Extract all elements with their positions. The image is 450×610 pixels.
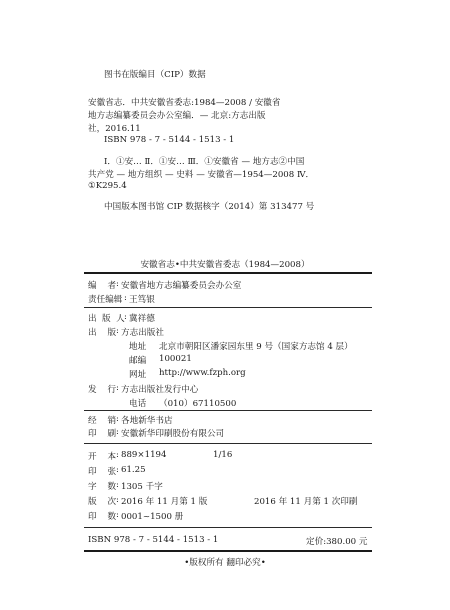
footer-rule bbox=[84, 550, 372, 552]
divider bbox=[84, 410, 372, 411]
printer-label: 印 刷 bbox=[88, 429, 117, 439]
word-count-value: 1305 千字 bbox=[121, 482, 163, 492]
cip-entry-line: 社，2016.11 bbox=[88, 124, 141, 134]
format-label: 开 本 bbox=[88, 452, 117, 462]
edition-value: 2016 年 11 月第 1 版 bbox=[121, 497, 208, 507]
book-title: 安徽省志•中共安徽省委志（1984—2008） bbox=[140, 260, 310, 270]
sheets-label: 印 张 bbox=[88, 467, 117, 477]
publisher-person-label: 出 版 人 bbox=[88, 314, 125, 324]
format-fraction: 1/16 bbox=[213, 450, 233, 460]
sales-value: 各地新华书店 bbox=[121, 416, 173, 426]
title-rule bbox=[84, 272, 372, 274]
printer-value: 安徽新华印刷股份有限公司 bbox=[121, 429, 225, 439]
publisher-label: 出 版 bbox=[88, 328, 117, 338]
cip-subject-line: 共产党 — 地方组织 — 史料 — 安徽省—1954—2008 Ⅳ． bbox=[88, 170, 315, 180]
sales-label: 经 销 bbox=[88, 416, 117, 426]
sheets-value: 61.25 bbox=[121, 465, 146, 475]
word-count-label: 字 数 bbox=[88, 482, 117, 492]
cip-isbn-line: ISBN 978 - 7 - 5144 - 1513 - 1 bbox=[104, 135, 235, 145]
distribution-label: 发 行 bbox=[88, 385, 117, 395]
cip-entry-line: 地方志编纂委员会办公室编．— 北京:方志出版 bbox=[88, 111, 266, 121]
cip-core-number: 中国版本图书馆 CIP 数据核字（2014）第 313477 号 bbox=[104, 202, 315, 212]
phone-label: 电话 bbox=[129, 399, 147, 409]
print-run-label: 印 数 bbox=[88, 512, 117, 522]
colon: : bbox=[116, 495, 119, 505]
colon: : bbox=[124, 312, 127, 322]
distribution-value: 方志出版社发行中心 bbox=[121, 385, 199, 395]
publisher-value: 方志出版社 bbox=[121, 328, 164, 338]
colon: : bbox=[116, 427, 119, 437]
footer-isbn: ISBN 978 - 7 - 5144 - 1513 - 1 bbox=[88, 535, 219, 545]
cip-heading: 图书在版编目（CIP）数据 bbox=[104, 70, 206, 80]
divider bbox=[84, 307, 372, 308]
cip-subject-line: Ⅰ．①安… Ⅱ．①安… Ⅲ．①安徽省 — 地方志②中国 bbox=[104, 157, 305, 167]
website-value: http://www.fzph.org bbox=[159, 368, 246, 378]
print-run-value: 0001~1500 册 bbox=[121, 512, 184, 522]
copyright-notice: •版权所有 翻印必究• bbox=[184, 558, 266, 568]
cip-subject-line: ①K295.4 bbox=[88, 181, 127, 191]
colon: : bbox=[116, 450, 119, 460]
divider bbox=[84, 443, 372, 444]
responsible-editor-value: 王笃银 bbox=[129, 295, 155, 305]
phone-value: （010）67110500 bbox=[159, 399, 237, 409]
website-label: 网址 bbox=[129, 370, 147, 380]
format-value: 889×1194 bbox=[121, 450, 167, 460]
responsible-editor-label: 责任编辑 bbox=[88, 295, 123, 305]
cip-entry-line: 安徽省志．中共安徽省委志:1984—2008 / 安徽省 bbox=[88, 98, 281, 108]
colon: : bbox=[116, 465, 119, 475]
colon: : bbox=[116, 414, 119, 424]
divider bbox=[84, 527, 372, 528]
colon: : bbox=[116, 480, 119, 490]
postcode-value: 100021 bbox=[159, 354, 192, 364]
colon: : bbox=[116, 279, 119, 289]
address-label: 地址 bbox=[129, 342, 147, 352]
publisher-person-value: 冀祥德 bbox=[129, 314, 155, 324]
edition-label: 版 次 bbox=[88, 497, 117, 507]
colon: : bbox=[124, 293, 127, 303]
colon: : bbox=[116, 383, 119, 393]
postcode-label: 邮编 bbox=[129, 356, 147, 366]
printing-value: 2016 年 11 月第 1 次印刷 bbox=[254, 497, 358, 507]
address-value: 北京市朝阳区潘家园东里 9 号（国家方志馆 4 层） bbox=[159, 342, 353, 352]
colon: : bbox=[116, 510, 119, 520]
colon: : bbox=[116, 326, 119, 336]
editor-value: 安徽省地方志编纂委员会办公室 bbox=[121, 281, 242, 291]
price: 定价:380.00 元 bbox=[306, 537, 368, 547]
editor-label: 编 者 bbox=[88, 281, 117, 291]
